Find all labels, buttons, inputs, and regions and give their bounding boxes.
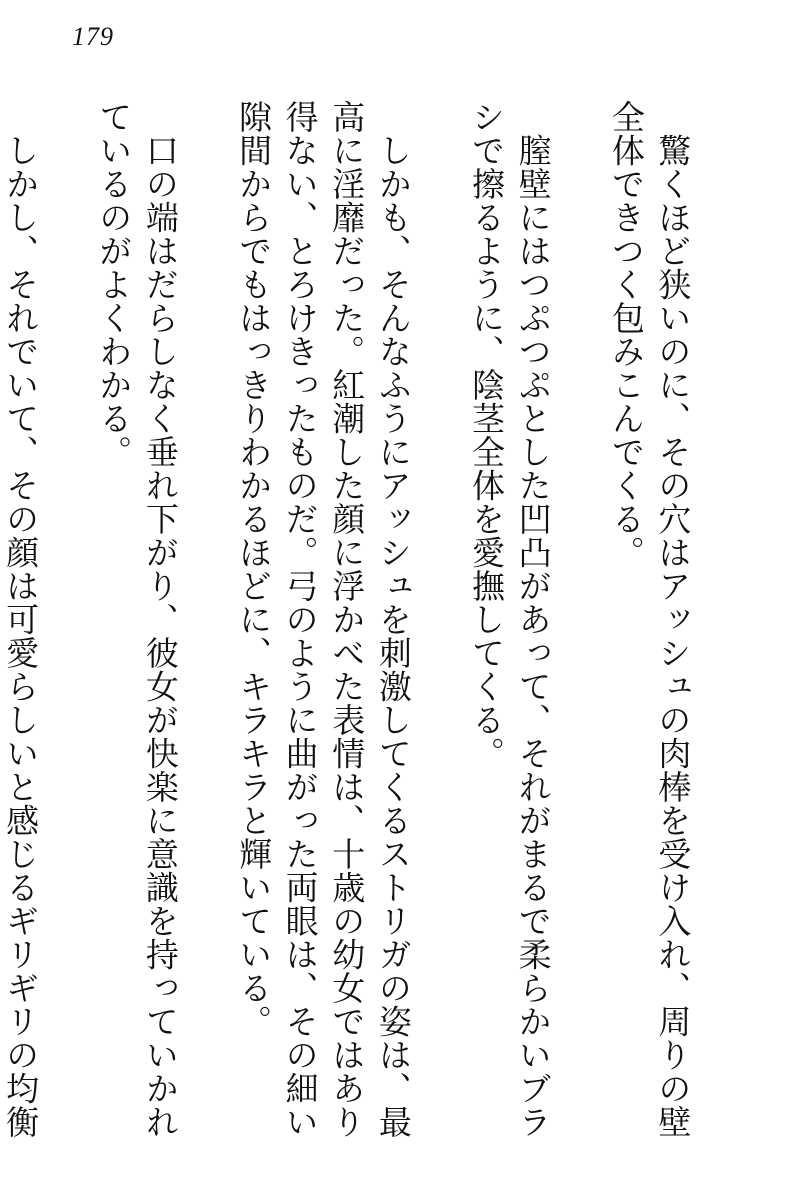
body-text (0, 100, 742, 1160)
paragraph: 驚くほど狭いのに、その穴はアッシュの肉棒を受け入れ、周りの壁全体できつく包みこんでくる。 (606, 100, 693, 1139)
paragraph: しかし、それでいて、その顔は可愛らしいと感じるギリギリの均衡 (1, 133, 41, 1139)
page-number: 179 (72, 22, 114, 51)
paragraph: 口の端はだらしなく垂れ下がり、彼女が快楽に意識を持っていかれているのがよくわかる。 (94, 100, 180, 1139)
paragraph: 膣壁にはつぷつぷとした凹凸があって、それがまるで柔らかいブラシで擦るように、陰茎全体を愛撫してくる。 (467, 100, 553, 1139)
paragraph: しかも、そんなふうにアッシュを刺激してくるストリガの姿は、最高に淫靡だった。紅潮した顔に浮かべた表情は、十歳の幼女ではあり得ない、とろけきったものだ。弓のように曲がった両眼は、その細い隙間からでもはっきりわかるほどに、キラキラと輝いている。 (234, 100, 413, 1139)
